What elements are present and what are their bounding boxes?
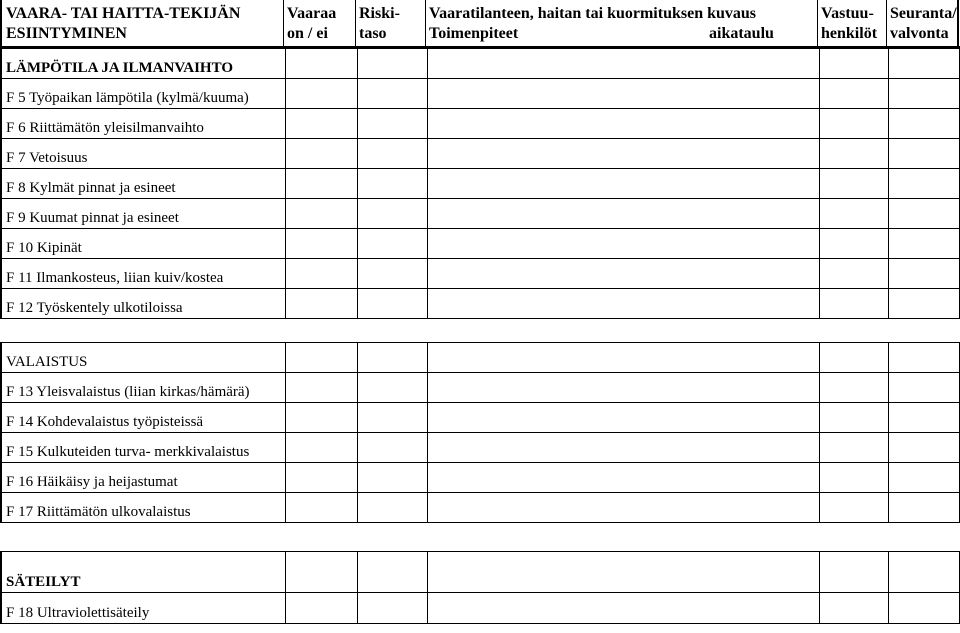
present-cell[interactable] bbox=[285, 79, 357, 109]
present-cell[interactable] bbox=[285, 343, 357, 373]
hazard-item-label: F 16 Häikäisy ja heijastumat bbox=[6, 474, 178, 490]
present-cell[interactable] bbox=[285, 289, 357, 319]
responsible-cell[interactable] bbox=[819, 49, 888, 79]
hazard-cell bbox=[1, 552, 285, 593]
responsible-cell[interactable] bbox=[819, 343, 888, 373]
hazard-item-label: F 6 Riittämätön yleisilmanvaihto bbox=[6, 120, 204, 136]
responsible-cell[interactable] bbox=[819, 229, 888, 259]
description-cell[interactable] bbox=[427, 403, 819, 433]
hazard-cell bbox=[1, 463, 285, 493]
section-rows bbox=[1, 552, 960, 624]
table-row bbox=[1, 139, 960, 169]
section-title-row bbox=[1, 49, 960, 79]
present-cell[interactable] bbox=[285, 49, 357, 79]
header-description-line1: Vaaratilanteen, haitan tai kuormituksen kuvaus bbox=[429, 5, 757, 22]
header-hazard-line1: VAARA- TAI HAITTA-TEKIJÄN bbox=[6, 5, 241, 22]
header-present-line1: Vaaraa bbox=[287, 5, 337, 22]
table-header bbox=[0, 0, 960, 47]
section-title: LÄMPÖTILA JA ILMANVAIHTO bbox=[6, 60, 233, 76]
hazard-item-label: F 14 Kohdevalaistus työpisteissä bbox=[6, 414, 204, 430]
responsible-cell[interactable] bbox=[819, 552, 888, 593]
description-cell[interactable] bbox=[427, 593, 819, 624]
hazard-item-label: F 17 Riittämätön ulkovalaistus bbox=[6, 504, 191, 520]
hazard-cell bbox=[1, 343, 285, 373]
description-cell[interactable] bbox=[427, 493, 819, 523]
section-title: VALAISTUS bbox=[6, 354, 88, 370]
present-cell[interactable] bbox=[285, 169, 357, 199]
hazard-cell bbox=[1, 109, 285, 139]
description-cell[interactable] bbox=[427, 552, 819, 593]
followup-cell[interactable] bbox=[888, 343, 960, 373]
risk-level-cell[interactable] bbox=[357, 343, 427, 373]
description-cell[interactable] bbox=[427, 169, 819, 199]
risk-level-cell[interactable] bbox=[357, 289, 427, 319]
responsible-cell[interactable] bbox=[819, 403, 888, 433]
section-title-row bbox=[1, 343, 960, 373]
hazard-cell bbox=[1, 593, 285, 624]
header-schedule: aikataulu bbox=[709, 25, 774, 42]
description-cell[interactable] bbox=[427, 289, 819, 319]
header-hazard-line2: ESIINTYMINEN bbox=[6, 25, 127, 42]
responsible-cell[interactable] bbox=[819, 79, 888, 109]
risk-level-cell[interactable] bbox=[357, 403, 427, 433]
table-row bbox=[1, 259, 960, 289]
table-row bbox=[1, 433, 960, 463]
present-cell[interactable] bbox=[285, 493, 357, 523]
hazard-item-label: F 7 Vetoisuus bbox=[6, 150, 88, 166]
hazard-cell bbox=[1, 229, 285, 259]
description-cell[interactable] bbox=[427, 259, 819, 289]
responsible-cell[interactable] bbox=[819, 289, 888, 319]
hazard-item-label: F 13 Yleisvalaistus (liian kirkas/hämärä) bbox=[6, 384, 250, 400]
table-row bbox=[1, 463, 960, 493]
present-cell[interactable] bbox=[285, 139, 357, 169]
hazard-cell bbox=[1, 169, 285, 199]
header-followup-line2: valvonta bbox=[890, 25, 949, 42]
table-row bbox=[1, 289, 960, 319]
risk-level-cell[interactable] bbox=[357, 259, 427, 289]
present-cell[interactable] bbox=[285, 259, 357, 289]
followup-cell[interactable] bbox=[888, 49, 960, 79]
risk-level-cell[interactable] bbox=[357, 139, 427, 169]
hazard-cell bbox=[1, 433, 285, 463]
risk-level-cell[interactable] bbox=[357, 49, 427, 79]
followup-cell[interactable] bbox=[888, 403, 960, 433]
hazard-item-label: F 18 Ultraviolettisäteily bbox=[6, 605, 150, 621]
hazard-cell bbox=[1, 373, 285, 403]
description-cell[interactable] bbox=[427, 139, 819, 169]
description-cell[interactable] bbox=[427, 79, 819, 109]
followup-cell[interactable] bbox=[888, 229, 960, 259]
present-cell[interactable] bbox=[285, 403, 357, 433]
risk-level-cell[interactable] bbox=[357, 433, 427, 463]
description-cell[interactable] bbox=[427, 373, 819, 403]
header-followup-line1: Seuranta/ bbox=[890, 5, 957, 22]
followup-cell[interactable] bbox=[888, 79, 960, 109]
responsible-cell[interactable] bbox=[819, 139, 888, 169]
section-table-radiation bbox=[0, 551, 960, 624]
present-cell[interactable] bbox=[285, 229, 357, 259]
risk-level-cell[interactable] bbox=[357, 229, 427, 259]
header-present-line2: on / ei bbox=[287, 25, 328, 42]
risk-level-cell[interactable] bbox=[357, 493, 427, 523]
hazard-item-label: F 9 Kuumat pinnat ja esineet bbox=[6, 210, 179, 226]
header-measures: Toimenpiteet bbox=[429, 25, 519, 42]
risk-level-cell[interactable] bbox=[357, 552, 427, 593]
section-rows bbox=[1, 49, 960, 319]
followup-cell[interactable] bbox=[888, 289, 960, 319]
hazard-cell bbox=[1, 49, 285, 79]
table-row bbox=[1, 493, 960, 523]
present-cell[interactable] bbox=[285, 552, 357, 593]
present-cell[interactable] bbox=[285, 593, 357, 624]
present-cell[interactable] bbox=[285, 109, 357, 139]
header-risk-line2: taso bbox=[359, 25, 387, 42]
present-cell[interactable] bbox=[285, 199, 357, 229]
risk-level-cell[interactable] bbox=[357, 109, 427, 139]
hazard-cell bbox=[1, 139, 285, 169]
risk-level-cell[interactable] bbox=[357, 199, 427, 229]
header-responsible-line2: henkilöt bbox=[821, 25, 878, 42]
present-cell[interactable] bbox=[285, 373, 357, 403]
responsible-cell[interactable] bbox=[819, 593, 888, 624]
section-rows bbox=[1, 343, 960, 523]
risk-level-cell[interactable] bbox=[357, 373, 427, 403]
followup-cell[interactable] bbox=[888, 373, 960, 403]
hazard-cell bbox=[1, 289, 285, 319]
followup-cell[interactable] bbox=[888, 169, 960, 199]
table-row bbox=[1, 109, 960, 139]
table-row bbox=[1, 229, 960, 259]
risk-level-cell[interactable] bbox=[357, 593, 427, 624]
hazard-item-label: F 11 Ilmankosteus, liian kuiv/kostea bbox=[6, 270, 224, 286]
hazard-item-label: F 8 Kylmät pinnat ja esineet bbox=[6, 180, 176, 196]
responsible-cell[interactable] bbox=[819, 259, 888, 289]
followup-cell[interactable] bbox=[888, 109, 960, 139]
hazard-cell bbox=[1, 493, 285, 523]
table-row bbox=[1, 79, 960, 109]
responsible-cell[interactable] bbox=[819, 433, 888, 463]
responsible-cell[interactable] bbox=[819, 109, 888, 139]
present-cell[interactable] bbox=[285, 433, 357, 463]
risk-level-cell[interactable] bbox=[357, 169, 427, 199]
description-cell[interactable] bbox=[427, 229, 819, 259]
followup-cell[interactable] bbox=[888, 493, 960, 523]
hazard-item-label: F 10 Kipinät bbox=[6, 240, 82, 256]
responsible-cell[interactable] bbox=[819, 463, 888, 493]
risk-level-cell[interactable] bbox=[357, 463, 427, 493]
responsible-cell[interactable] bbox=[819, 199, 888, 229]
hazard-cell bbox=[1, 199, 285, 229]
section-title-row bbox=[1, 552, 960, 593]
responsible-cell[interactable] bbox=[819, 493, 888, 523]
followup-cell[interactable] bbox=[888, 593, 960, 624]
section-title: SÄTEILYT bbox=[6, 574, 81, 590]
followup-cell[interactable] bbox=[888, 463, 960, 493]
followup-cell[interactable] bbox=[888, 139, 960, 169]
followup-cell[interactable] bbox=[888, 199, 960, 229]
description-cell[interactable] bbox=[427, 199, 819, 229]
description-cell[interactable] bbox=[427, 49, 819, 79]
followup-cell[interactable] bbox=[888, 433, 960, 463]
hazard-item-label: F 12 Työskentely ulkotiloissa bbox=[6, 300, 183, 316]
hazard-cell bbox=[1, 259, 285, 289]
description-cell[interactable] bbox=[427, 109, 819, 139]
description-cell[interactable] bbox=[427, 343, 819, 373]
hazard-cell bbox=[1, 403, 285, 433]
responsible-cell[interactable] bbox=[819, 373, 888, 403]
table-row bbox=[1, 593, 960, 624]
header-responsible-line1: Vastuu- bbox=[821, 5, 874, 22]
description-cell[interactable] bbox=[427, 433, 819, 463]
risk-level-cell[interactable] bbox=[357, 79, 427, 109]
hazard-item-label: F 5 Työpaikan lämpötila (kylmä/kuuma) bbox=[6, 90, 249, 106]
hazard-cell bbox=[1, 79, 285, 109]
table-row bbox=[1, 169, 960, 199]
table-row bbox=[1, 403, 960, 433]
table-row bbox=[1, 373, 960, 403]
section-table-temperature bbox=[0, 48, 960, 319]
hazard-item-label: F 15 Kulkuteiden turva- merkkivalaistus bbox=[6, 444, 250, 460]
followup-cell[interactable] bbox=[888, 552, 960, 593]
description-cell[interactable] bbox=[427, 463, 819, 493]
header-risk-line1: Riski- bbox=[359, 5, 400, 22]
table-row bbox=[1, 199, 960, 229]
section-table-lighting bbox=[0, 342, 960, 523]
followup-cell[interactable] bbox=[888, 259, 960, 289]
present-cell[interactable] bbox=[285, 463, 357, 493]
responsible-cell[interactable] bbox=[819, 169, 888, 199]
